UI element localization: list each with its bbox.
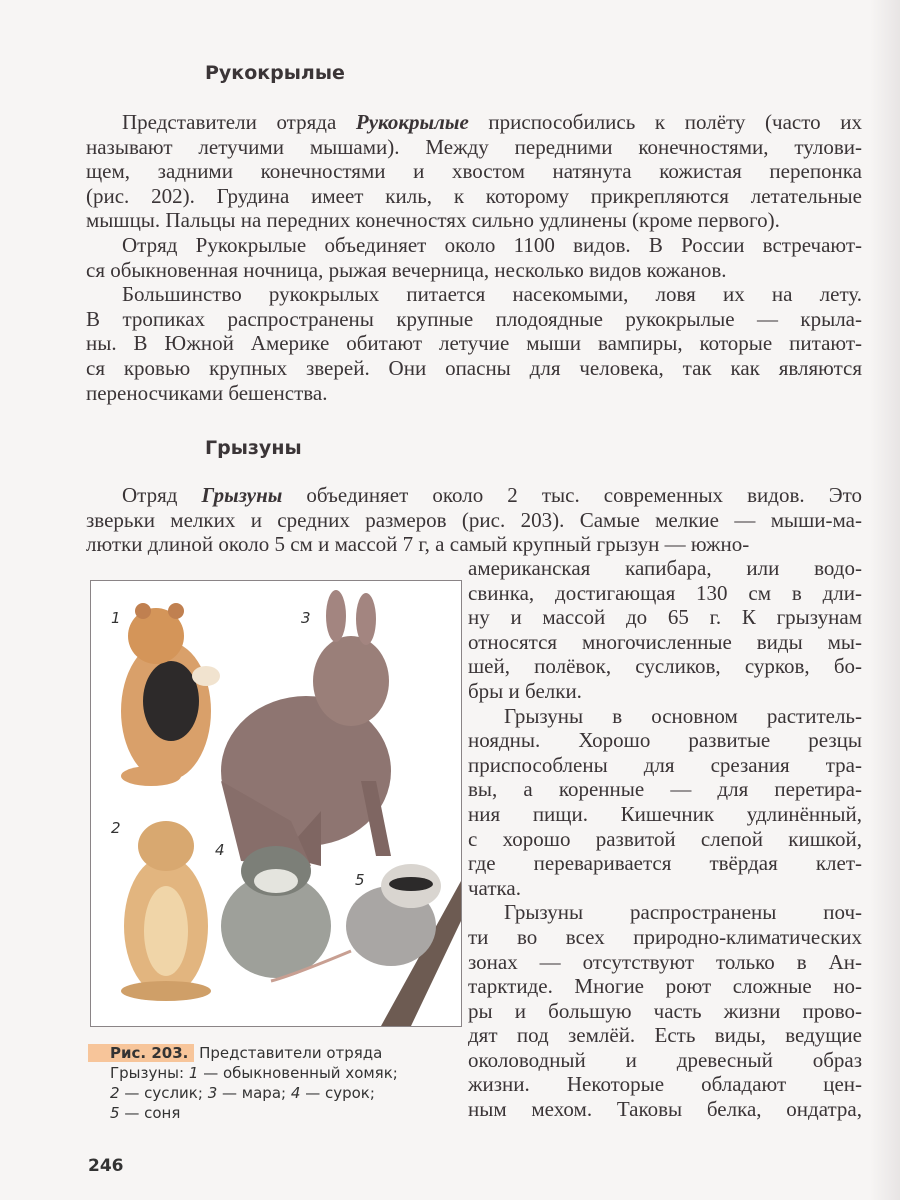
text-line: ти во всех природно-климатических [468,924,862,949]
caption-item-name: — суслик; [124,1084,203,1102]
figure-number-1: 1 [111,609,121,627]
caption-order: Грызуны: [110,1064,185,1082]
section-text-rodents-column [468,556,862,1122]
figure-caption [110,1043,398,1123]
text-line: ния пищи. Кишечник удлинённый, [468,801,862,826]
term-emphasis: Грызуны [201,483,283,507]
text-line: Большинство рукокрылых питается насекомыми, ловя их на лету. [122,282,862,307]
text-line: относятся многочисленные виды мы- [468,629,862,654]
caption-item-name: — обыкновенный хомяк; [203,1064,398,1082]
text-line: Грызуны в основном раститель- [504,703,862,728]
text-line: называют летучими мышами). Между передними конечностями, тулови- [86,134,862,159]
caption-item-name: — соня [124,1104,181,1122]
caption-item-number: 2 [110,1084,120,1102]
text-segment: объединяет около 2 тыс. современных видов. Это [282,483,862,507]
figure-number-5: 5 [355,871,365,889]
text-line: (рис. 202). Грудина имеет киль, к которому прикрепляются летательные [86,183,862,208]
text-line: щем, задними конечностями и хвостом натянута кожистая перепонка [86,159,862,184]
text-line: ся обыкновенная ночница, рыжая вечерница, несколько видов кожанов. [86,257,727,282]
section-heading-rodents: Грызуны [205,437,302,459]
text-line: околоводный и древесный образ [468,1047,862,1072]
text-line: тарктиде. Многие роют сложные но- [468,974,862,999]
text-line: приспособлены для срезания тра- [468,752,862,777]
caption-item-name: — мара; [222,1084,287,1102]
section-text-rodents-intro [86,483,862,557]
text-line: переносчиками бешенства. [86,380,328,405]
text-line: мышцы. Пальцы на передних конечностях сильно удлинены (кроме первого). [86,208,780,233]
text-line: ны. В Южной Америке обитают летучие мыши вампиры, которые питают- [86,331,862,356]
text-line: свинка, достигающая 130 см в дли- [468,580,862,605]
text-line: зверьки мелких и средних размеров (рис. 203). Самые мелкие — мыши-ма- [86,507,862,532]
caption-item-number: 3 [207,1084,218,1102]
section-heading-chiroptera: Рукокрылые [205,62,345,84]
text-line: американская капибара, или водо- [468,556,862,580]
text-line: с хорошо развитой слепой кишкой, [468,826,862,851]
text-line: ся кровью крупных зверей. Они опасны для человека, так как являются [86,355,862,380]
text-line: ну и массой до 65 г. К грызунам [468,605,862,630]
text-line: Отряд Рукокрылые объединяет около 1100 видов. В России встречают- [122,232,862,257]
page-edge-shadow [870,0,900,1200]
text-line: вы, а коренные — для перетира- [468,777,862,802]
page-number: 246 [88,1156,124,1176]
text-line: Грызуны распространены поч- [504,900,862,925]
text-line: лютки длиной около 5 см и массой 7 г, а самый крупный грызун — южно- [86,532,750,557]
figure-number-4: 4 [215,841,225,859]
text-segment: Представители отряда [122,110,356,134]
text-segment: приспособились к полёту (часто их [468,110,862,134]
text-line: чатка. [468,875,521,900]
caption-item-name: — сурок; [305,1084,375,1102]
rodents-illustration [91,581,461,1026]
hamster-drawing [121,603,220,786]
text-segment: Отряд [122,483,202,507]
figure-number-3: 3 [301,609,311,627]
text-line: В тропиках распространены крупные плодоядные рукокрылые — крыла- [86,306,862,331]
text-line: жизни. Некоторые обладают цен- [468,1072,862,1097]
caption-item-number: 4 [290,1084,301,1102]
text-line: ным мехом. Таковы белка, ондатра, [468,1097,862,1122]
caption-title: Представители отряда [199,1044,383,1062]
term-emphasis: Рукокрылые [355,110,469,134]
caption-label: Рис. 203. [88,1044,194,1062]
text-line: шей, полёвок, сусликов, сурков, бо- [468,654,862,679]
text-line: где переваривается твёрдая клет- [468,851,862,876]
mara-drawing [221,590,391,866]
text-line: ноядны. Хорошо развитые резцы [468,728,862,753]
text-line: дят под землёй. Есть виды, ведущие [468,1023,862,1048]
suslik-drawing [121,821,211,1001]
caption-item-number: 1 [188,1064,199,1082]
text-line [86,483,862,508]
section-text-chiroptera [86,110,862,405]
marmot-drawing [221,846,331,978]
figure-number-2: 2 [111,819,121,837]
figure-rodents [90,580,462,1027]
caption-item-number: 5 [110,1104,120,1122]
text-line [86,110,862,135]
text-line: бры и белки. [468,678,582,703]
text-line: зонах — отсутствуют только в Ан- [468,949,862,974]
text-line: ры и большую часть жизни прово- [468,998,862,1023]
